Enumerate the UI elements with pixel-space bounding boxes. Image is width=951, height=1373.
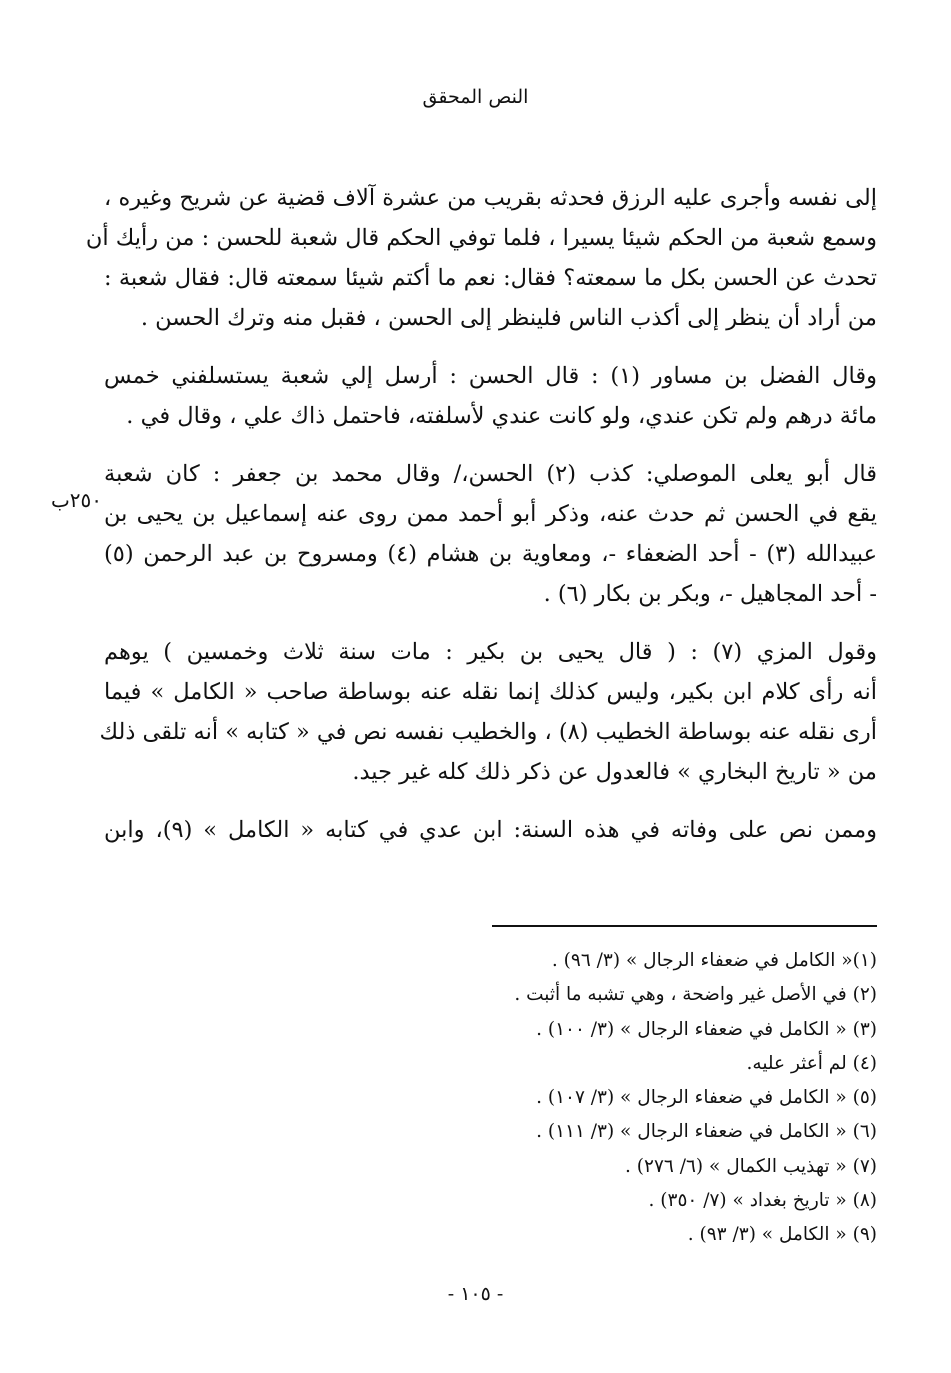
text-line: أنه رأى كلام ابن بكير، وليس كذلك إنما نقله عنه بوساطة صاحب « الكامل » فيما (104, 679, 877, 705)
main-text (85, 178, 877, 868)
text-line: تحدث عن الحسن بكل ما سمعته؟ فقال: نعم ما أكتم شيئا سمعته قال: فقال شعبة : (104, 265, 877, 291)
text-line: عبيدالله (٣) - أحد الضعفاء -، ومعاوية بن هشام (٤) ومسروح بن عبد الرحمن (٥) (104, 541, 877, 567)
text-line: أرى نقله عنه بوساطة الخطيب (٨) ، والخطيب نفسه نص في « كتابه » أنه تلقى ذلك (99, 719, 877, 745)
text-line: - أحد المجاهيل -، وبكر بن بكار (٦) . (543, 581, 877, 607)
footnote: (٣) « الكامل في ضعفاء الرجال » (٣/ ١٠٠) . (536, 1018, 877, 1040)
footnote: (٩) « الكامل » (٣/ ٩٣) . (687, 1224, 877, 1246)
text-line: يقع في الحسن ثم حدث عنه، وذكر أبو أحمد ممن روى عنه إسماعيل بن يحيى بن (104, 501, 877, 527)
paragraph (104, 810, 877, 850)
page-number: - ١٠٥ - (447, 1283, 504, 1305)
text-line: وممن نص على وفاته في هذه السنة: ابن عدي في كتابه « الكامل » (٩)، وابن (104, 817, 877, 843)
text-line: مائة درهم ولم تكن عندي، ولو كانت عندي لأسلفته، فاحتمل ذاك علي ، وقال في . (126, 403, 877, 429)
footnote: (٧) « تهذيب الكمال » (٦/ ٢٧٦) . (625, 1155, 877, 1177)
paragraph (104, 454, 877, 614)
text-line: إلى نفسه وأجرى عليه الرزق فحدثه بقريب من عشرة آلاف قضية عن شريح وغيره ، (104, 185, 877, 211)
footnote: (١)« الكامل في ضعفاء الرجال » (٣/ ٩٦) . (551, 950, 877, 971)
footnote: (٦) « الكامل في ضعفاء الرجال » (٣/ ١١١) . (536, 1121, 877, 1143)
footnote-separator (492, 925, 877, 927)
paragraph (104, 356, 877, 436)
page-header: النص المحقق (422, 86, 529, 108)
text-line: من أراد أن ينظر إلى أكذب الناس فلينظر إلى الحسن ، فقبل منه وترك الحسن . (140, 305, 877, 331)
footnote: (٨) « تاريخ بغداد » (٧/ ٣٥٠) . (648, 1190, 877, 1212)
text-line: وسمع شعبة من الحكم شيئا يسيرا ، فلما توفي الحكم قال شعبة للحسن : من رأيك أن (85, 225, 877, 251)
footnote: (٥) « الكامل في ضعفاء الرجال » (٣/ ١٠٧) . (536, 1087, 877, 1109)
footnotes (104, 944, 877, 1253)
paragraph (85, 178, 877, 338)
text-line: وقال الفضل بن مساور (١) : قال الحسن : أرسل إلي شعبة يستسلفني خمس (104, 363, 877, 389)
footnote: (٤) لم أعثر عليه. (746, 1052, 877, 1074)
footnote: (٢) في الأصل غير واضحة ، وهي تشبه ما أثبت . (514, 984, 877, 1006)
text-line: قال أبو يعلى الموصلي: كذب (٢) الحسن،/ وقال محمد بن جعفر : كان شعبة (104, 461, 877, 487)
text-line: من « تاريخ البخاري » فالعدول عن ذكر ذلك كله غير جيد. (352, 759, 877, 785)
text-line: وقول المزي (٧) : ( قال يحيى بن بكير : مات سنة ثلاث وخمسين ) يوهم (104, 639, 877, 665)
paragraph (99, 632, 877, 792)
folio-margin-note: ٢٥٠ب (50, 488, 102, 512)
